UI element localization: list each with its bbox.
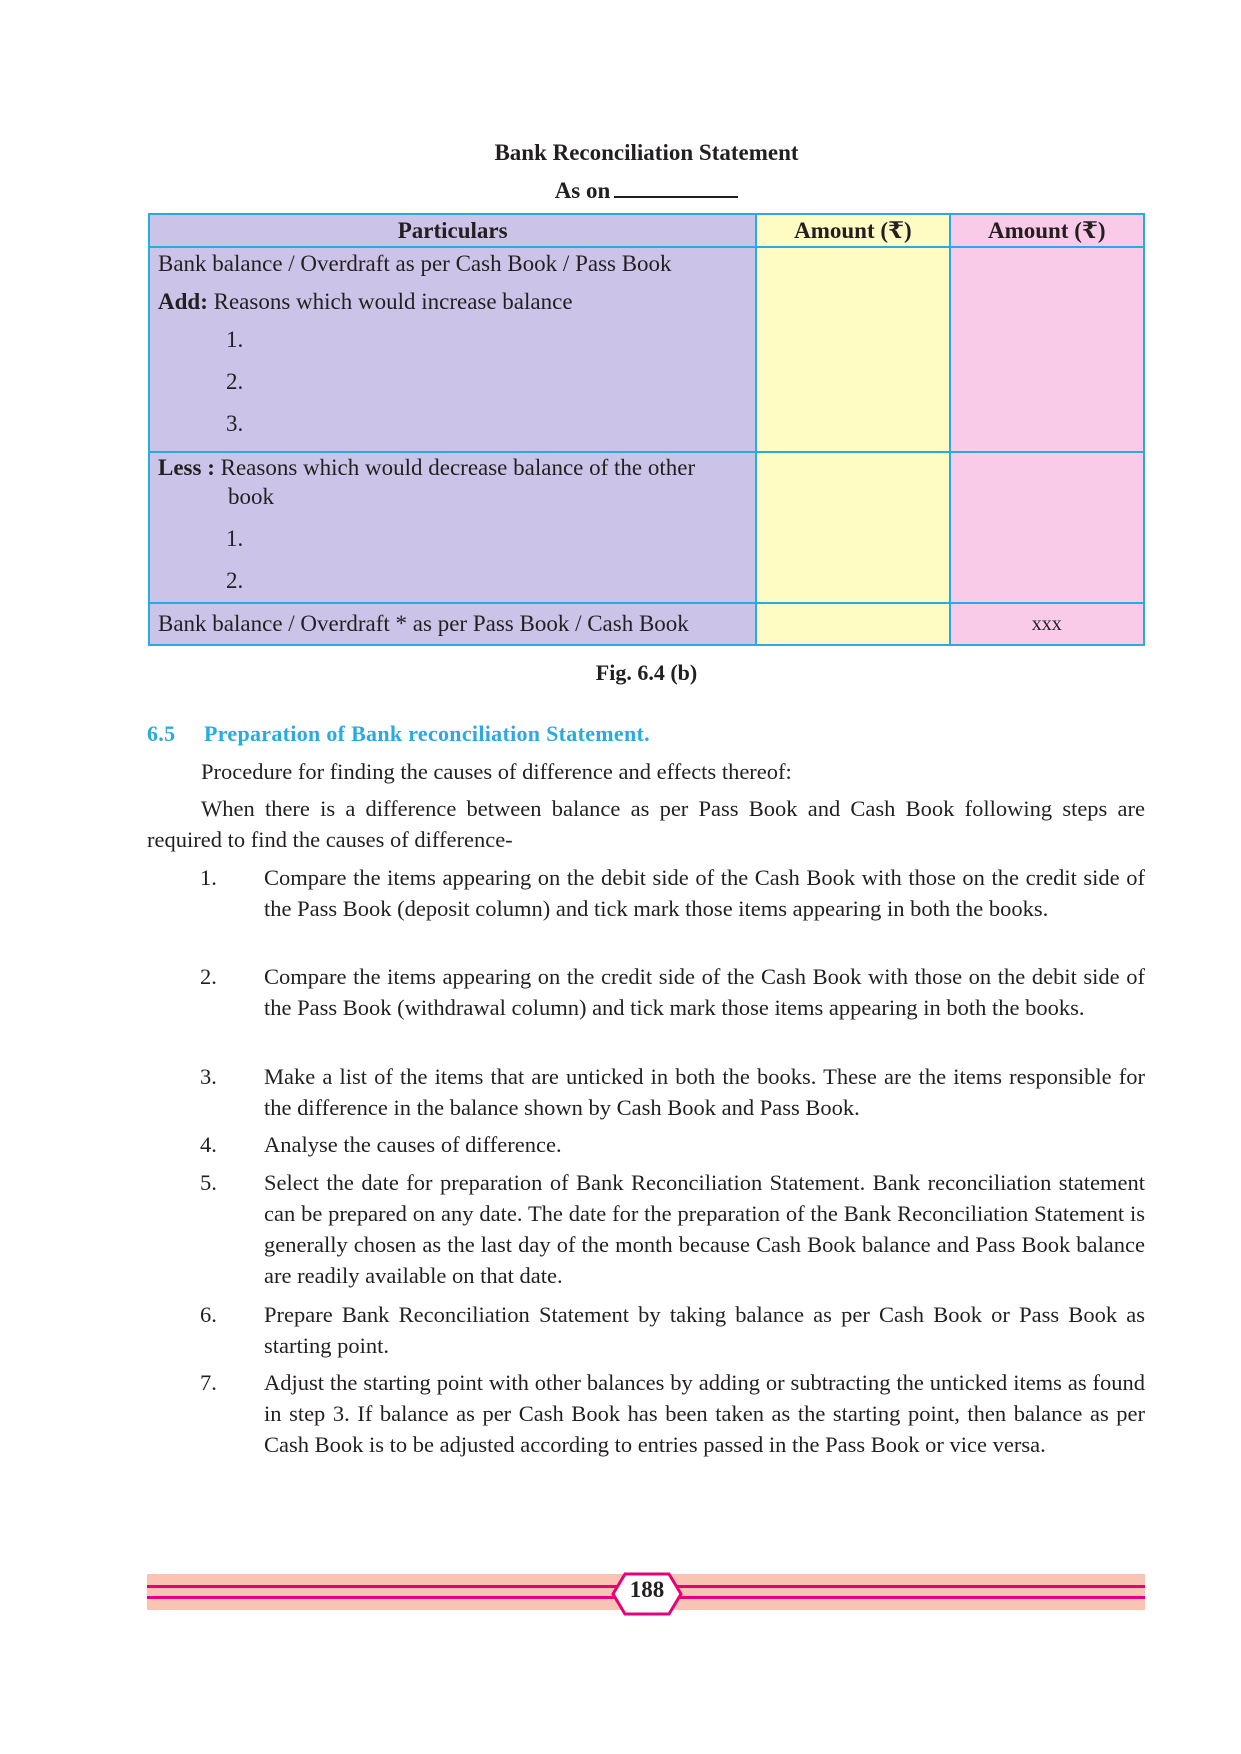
step-number: 4. (200, 1132, 217, 1157)
step-number: 7. (200, 1370, 217, 1395)
less-item-2: 2. (226, 568, 244, 593)
intro-text-1: Procedure for finding the causes of difference and effects thereof: (201, 759, 792, 784)
table-row-closing (149, 603, 1144, 645)
section-heading (147, 721, 650, 747)
header-particulars: Particulars (149, 214, 756, 247)
less-item-1: 1. (226, 526, 244, 551)
add-line (150, 287, 755, 317)
step-number: 5. (200, 1170, 217, 1195)
table-row-add-section (149, 247, 1144, 452)
closing-amount: xxx (950, 603, 1144, 645)
amount-1-closing-cell (756, 603, 949, 645)
step-number: 6. (200, 1302, 217, 1327)
table-header-row (149, 214, 1144, 247)
less-text-cont: book (228, 484, 274, 509)
as-on-label: As on (554, 178, 611, 203)
statement-date-line (148, 176, 1145, 204)
step-text: Adjust the starting point with other balances by adding or subtracting the unticked items as found in step 3. If balance as per Cash Book has been taken as the starting point, then balance as per Cash Book is to be adjusted according to entries passed in the Pass Book or vice versa. (264, 1370, 1145, 1457)
amount-2-add-cell (950, 247, 1144, 452)
figure-caption: Fig. 6.4 (b) (595, 660, 698, 685)
step-text: Compare the items appearing on the debit side of the Cash Book with those on the credit side of the Pass Book (deposit column) and tick mark those items appearing in both the books. (264, 865, 1145, 921)
opening-balance-text: Bank balance / Overdraft as per Cash Book / Pass Book (158, 251, 672, 276)
step-text: Compare the items appearing on the credit side of the Cash Book with those on the debit side of the Pass Book (withdrawal column) and tick mark those items appearing in both the books. (264, 964, 1145, 1020)
step-text: Make a list of the items that are unticked in both the books. These are the items responsible for the difference in the balance shown by Cash Book and Pass Book. (264, 1064, 1145, 1120)
header-amount-1: Amount (₹) (756, 214, 949, 247)
intro-paragraph-1 (147, 756, 1145, 787)
statement-title: Bank Reconciliation Statement (494, 140, 799, 165)
page-footer (147, 1574, 1145, 1610)
amount-1-add-cell (756, 247, 949, 452)
add-item-3: 3. (226, 411, 244, 436)
page-number: 188 (629, 1577, 665, 1602)
section-title: Preparation of Bank reconciliation Statement. (204, 721, 650, 746)
add-label: Add: (158, 289, 208, 314)
intro-paragraph-2 (147, 793, 1145, 855)
step-text: Prepare Bank Reconciliation Statement by taking balance as per Cash Book or Pass Book as starting point. (264, 1302, 1145, 1358)
less-line (150, 453, 755, 483)
particulars-less-cell (149, 452, 756, 603)
header-amount-2: Amount (₹) (950, 214, 1144, 247)
section-number: 6.5 (147, 721, 176, 746)
step-number: 3. (200, 1064, 217, 1089)
date-blank-line (614, 176, 738, 198)
step-number: 1. (200, 865, 217, 890)
step-text: Analyse the causes of difference. (264, 1132, 562, 1157)
step-number: 2. (200, 964, 217, 989)
step-text: Select the date for preparation of Bank Reconciliation Statement. Bank reconciliation statement can be prepared on any date. The date for the preparation of the Bank Reconciliation Statement is generally chosen as the last day of the month because Cash Book balance and Pass Book balance are readily available on that date. (264, 1170, 1145, 1288)
reconciliation-table (148, 213, 1145, 646)
add-item-1: 1. (226, 327, 244, 352)
less-text: Reasons which would decrease balance of the other (220, 455, 696, 480)
amount-2-less-cell (950, 452, 1144, 603)
closing-balance-text: Bank balance / Overdraft * as per Pass Book / Cash Book (158, 611, 689, 636)
table-row-less-section (149, 452, 1144, 603)
add-text: Reasons which would increase balance (213, 289, 573, 314)
particulars-add-cell (149, 247, 756, 452)
amount-1-less-cell (756, 452, 949, 603)
intro-text-2: When there is a difference between balance as per Pass Book and Cash Book following steps are required to find the causes of difference- (147, 796, 1145, 852)
add-item-2: 2. (226, 369, 244, 394)
closing-balance-cell (149, 603, 756, 645)
less-label: Less : (158, 455, 215, 480)
